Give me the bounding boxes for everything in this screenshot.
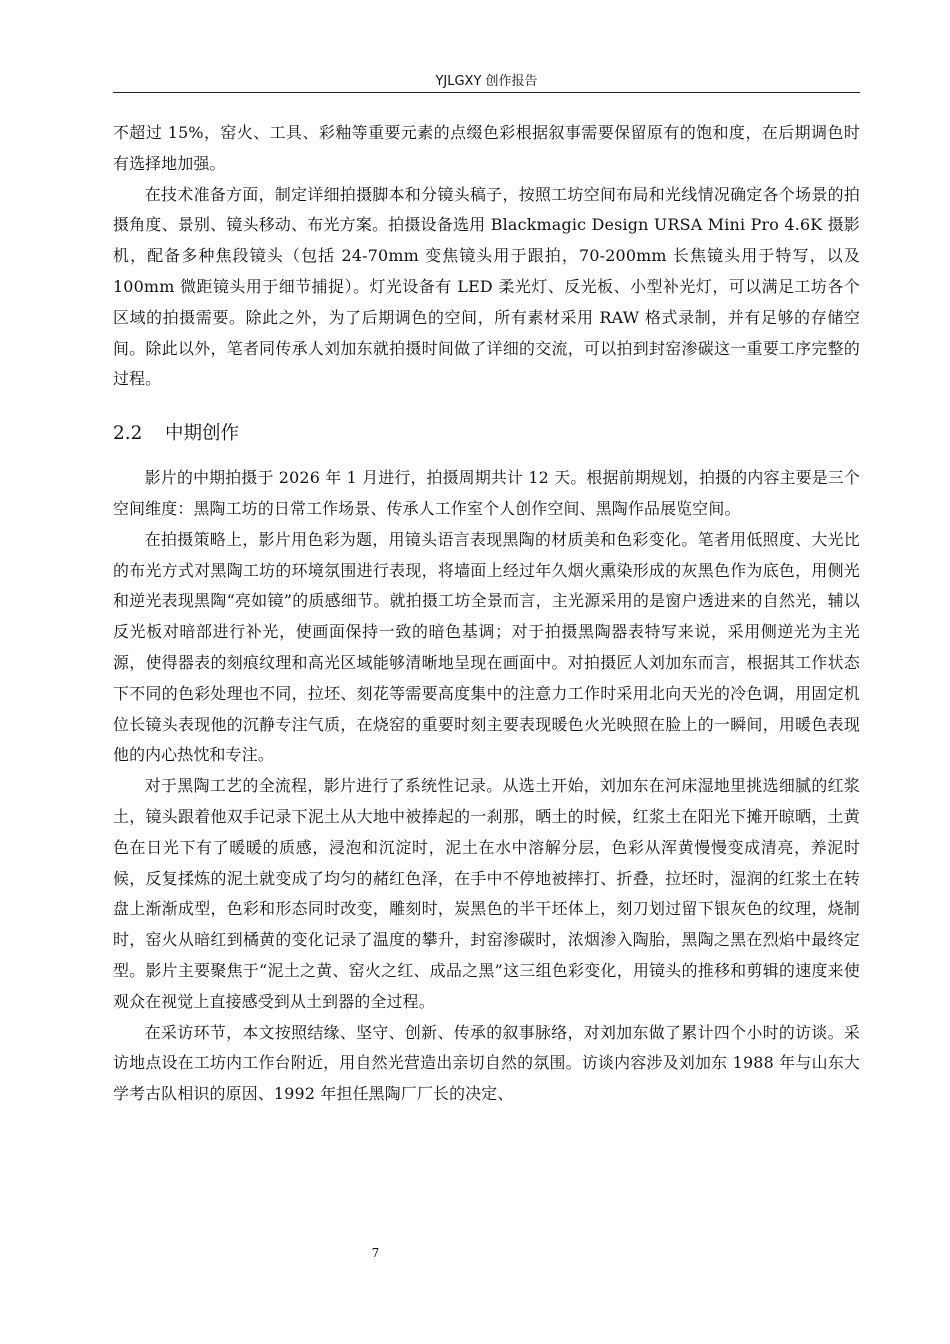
section-number: 2.2 xyxy=(113,423,143,445)
header-rule xyxy=(113,92,860,93)
body-paragraph: 影片的中期拍摄于 2026 年 1 月进行，拍摄周期共计 12 天。根据前期规划，拍摄的内容主要是三个空间维度：黑陶工坊的日常工作场景、传承人工作室个人创作空间、黑陶作品展览空间。 xyxy=(113,468,860,518)
body-paragraph: 在技术准备方面，制定详细拍摄脚本和分镜头稿子，按照工坊空间布局和光线情况确定各个场景的拍摄角度、景别、镜头移动、布光方案。拍摄设备选用 Blackmagic Design URSA Mini Pro 4.6K 摄影机，配备多种焦段镜头（包括 24-70mm 变焦镜头用于跟拍，70-200mm 长焦镜头用于特写，以及 100mm 微距镜头用于细节捕捉）。灯光设备有 LED 柔光灯、反光板、小型补光灯，可以满足工坊各个区域的拍摄需要。除此之外，为了后期调色的空间，所有素材采用 RAW 格式录制，并有足够的存储空间。除此以外，笔者同传承人刘加东就拍摄时间做了详细的交流，可以拍到封窑渗碳这一重要工序完整的过程。 xyxy=(113,184,860,389)
body-paragraph: 在拍摄策略上，影片用色彩为题，用镜头语言表现黑陶的材质美和色彩变化。笔者用低照度、大光比的布光方式对黑陶工坊的环境氛围进行表现，将墙面上经过年久烟火熏染形成的灰黑色作为底色，用侧光和逆光表现黑陶“亮如镜”的质感细节。就拍摄工坊全景而言，主光源采用的是窗户透进来的自然光，辅以反光板对暗部进行补光，使画面保持一致的暗色基调；对于拍摄黑陶器表特写来说，采用侧逆光为主光源，使得器表的刻痕纹理和高光区域能够清晰地呈现在画面中。对拍摄匠人刘加东而言，根据其工作状态下不同的色彩处理也不同，拉坯、刻花等需要高度集中的注意力工作时采用北向天光的冷色调，用固定机位长镜头表现他的沉静专注气质，在烧窑的重要时刻主要表现暖色火光映照在脸上的一瞬间，用暖色表现他的内心热忱和专注。 xyxy=(113,529,860,765)
running-header: YJLGXY 创作报告 xyxy=(435,74,538,89)
page-number: 7 xyxy=(371,1246,380,1260)
body-paragraph: 在采访环节，本文按照结缘、坚守、创新、传承的叙事脉络，对刘加东做了累计四个小时的访谈。采访地点设在工坊内工作台附近，用自然光营造出亲切自然的氛围。访谈内容涉及刘加东 1988 年与山东大学考古队相识的原因、1992 年担任黑陶厂厂长的决定、 xyxy=(113,1022,860,1104)
body-paragraph: 对于黑陶工艺的全流程，影片进行了系统性记录。从选土开始，刘加东在河床湿地里挑选细腻的红浆土，镜头跟着他双手记录下泥土从大地中被捧起的一刹那，晒土的时候，红浆土在阳光下摊开晾晒，土黄色在日光下有了暖暖的质感，浸泡和沉淀时，泥土在水中溶解分层，色彩从浑黄慢慢变成清亮，养泥时候，反复揉炼的泥土就变成了均匀的赭红色泽，在手中不停地被摔打、折叠，拉坯时，湿润的红浆土在转盘上渐渐成型，色彩和形态同时改变，雕刻时，炭黑色的半干坯体上，刻刀划过留下银灰色的纹理，烧制时，窑火从暗红到橘黄的变化记录了温度的攀升，封窑渗碳时，浓烟渗入陶胎，黑陶之黑在烈焰中最终定型。影片主要聚焦于“泥土之黄、窑火之红、成品之黑”这三组色彩变化，用镜头的推移和剪辑的速度来使观众在视觉上直接感受到从土到器的全过程。 xyxy=(113,776,860,1011)
section-heading xyxy=(113,419,860,449)
body-paragraph: 不超过 15%，窑火、工具、彩釉等重要元素的点缀色彩根据叙事需要保留原有的饱和度，在后期调色时有选择地加强。 xyxy=(113,123,860,173)
section-title: 中期创作 xyxy=(165,423,240,445)
page-body xyxy=(113,118,860,1110)
